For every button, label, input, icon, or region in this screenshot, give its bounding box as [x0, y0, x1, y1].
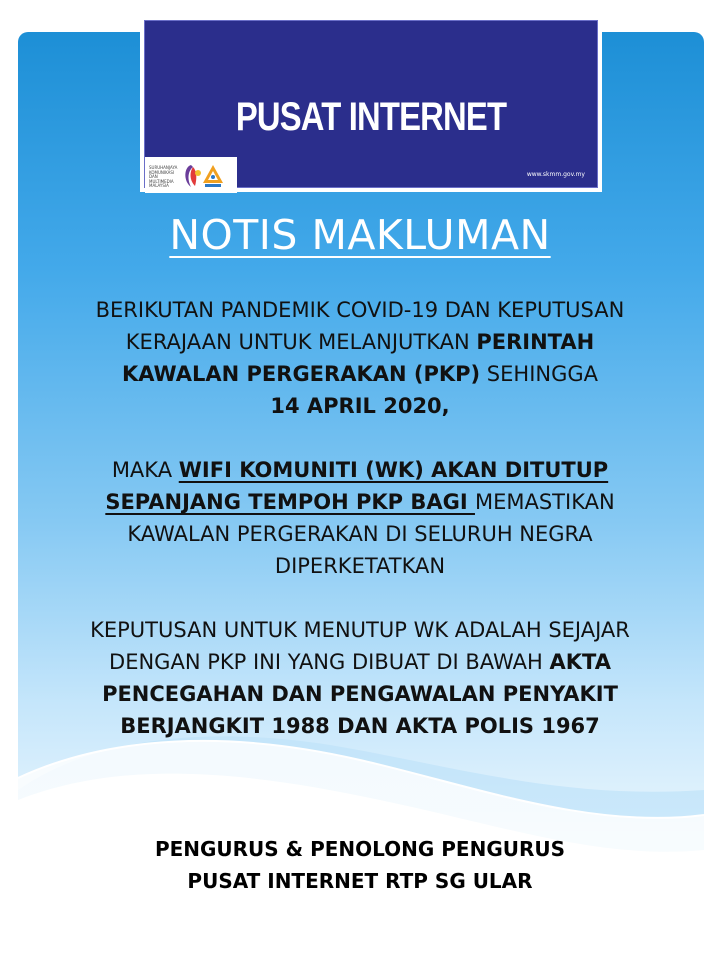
- signature-block: [0, 833, 720, 897]
- p2-line4: DIPERKETATKAN: [274, 554, 446, 578]
- banner-title: PUSAT INTERNET: [235, 95, 507, 139]
- p2-bold-tempoh: SEPANJANG TEMPOH PKP BAGI: [105, 490, 475, 514]
- p3-bold-akta: AKTA: [549, 650, 611, 674]
- p1-bold-pkp: KAWALAN PERGERAKAN (PKP): [121, 362, 481, 386]
- logo-strip: [145, 157, 237, 193]
- signature-line1: PENGURUS & PENOLONG PENGURUS: [154, 837, 566, 861]
- pusat-internet-banner: [140, 16, 602, 192]
- p2-memastikan: MEMASTIKAN: [474, 490, 615, 514]
- p1-sehingga: SEHINGGA: [480, 362, 599, 386]
- notice-title: NOTIS MAKLUMAN: [169, 211, 551, 259]
- p2-maka: MAKA: [111, 458, 179, 482]
- p3-bold-line3: PENCEGAHAN DAN PENGAWALAN PENYAKIT: [102, 682, 618, 706]
- paragraph-wifi-closure: [30, 454, 690, 582]
- paragraph-legal-basis: [30, 614, 690, 742]
- p1-line1: BERIKUTAN PANDEMIK COVID-19 DAN KEPUTUSAN: [95, 298, 625, 322]
- p1-bold-perintah: PERINTAH: [476, 330, 595, 354]
- p1-line2: KERAJAAN UNTUK MELANJUTKAN: [125, 330, 477, 354]
- paragraph-pkp-extension: [30, 294, 690, 422]
- p3-line1: KEPUTUSAN UNTUK MENUTUP WK ADALAH SEJAJAR: [90, 618, 630, 642]
- logo-caption: SURUHANJAYA KOMUNIKASI DAN MULTIMEDIA MALAYSIA: [149, 165, 178, 188]
- banner-url: www.skmm.gov.my: [526, 171, 585, 178]
- agency-logo-icon: [181, 161, 233, 191]
- p3-line2: DENGAN PKP INI YANG DIBUAT DI BAWAH: [109, 650, 550, 674]
- signature-line2: PUSAT INTERNET RTP SG ULAR: [187, 869, 533, 893]
- p2-line3: KAWALAN PERGERAKAN DI SELURUH NEGRA: [127, 522, 593, 546]
- p1-date: 14 APRIL 2020,: [270, 394, 450, 418]
- p3-bold-line4: BERJANGKIT 1988 DAN AKTA POLIS 1967: [120, 714, 600, 738]
- p2-bold-wifi: WIFI KOMUNITI (WK) AKAN DITUTUP: [178, 458, 609, 482]
